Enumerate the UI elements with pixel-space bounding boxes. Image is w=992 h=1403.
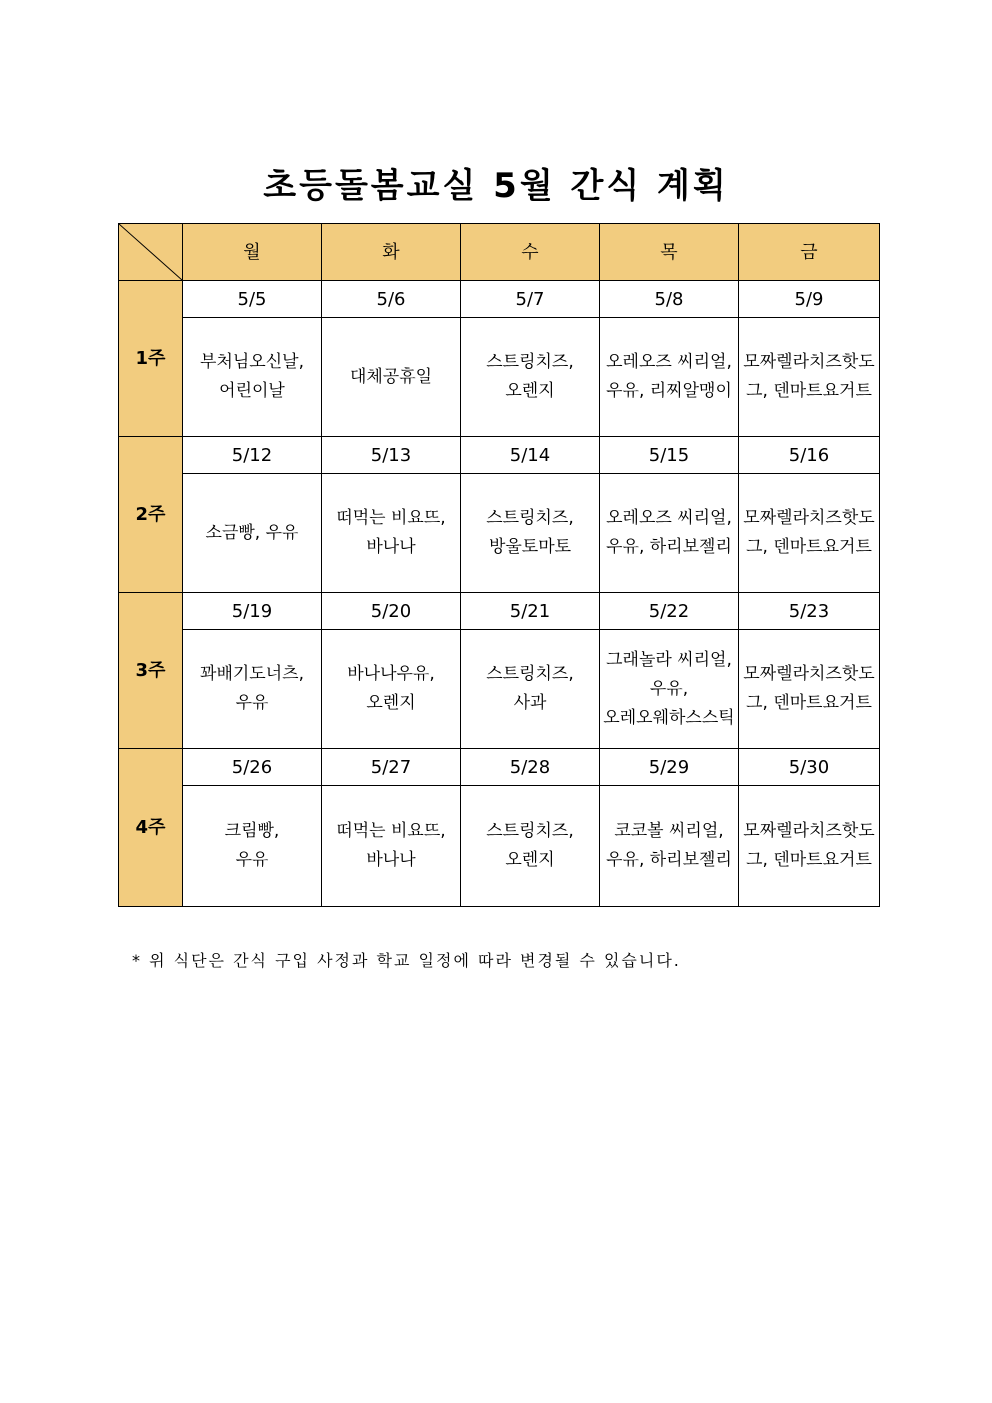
menu-cell (461, 630, 600, 749)
menu-cell (322, 318, 461, 437)
menu-cell (461, 318, 600, 437)
menu-line: 모짜렐라치즈핫도 (743, 664, 875, 684)
menu-row (119, 630, 880, 749)
date-cell: 5/26 (183, 749, 322, 786)
menu-row (119, 318, 880, 437)
menu-line: 크림빵, (224, 821, 280, 841)
menu-line: 그, 덴마트요거트 (746, 693, 872, 713)
menu-line: 우유, 리찌알맹이 (606, 381, 732, 401)
day-header-mon: 월 (183, 224, 322, 281)
menu-line: 오레오즈 씨리얼, (606, 508, 732, 528)
menu-line: 모짜렐라치즈핫도 (743, 508, 875, 528)
corner-cell (119, 224, 183, 281)
day-header-wed: 수 (461, 224, 600, 281)
date-cell: 5/22 (600, 593, 739, 630)
menu-line: 우유, 하리보젤리 (606, 850, 732, 870)
menu-line: 대체공휴일 (349, 366, 433, 387)
menu-cell (600, 786, 739, 907)
week-label: 1주 (119, 281, 183, 437)
menu-line: 바나나 (366, 537, 416, 557)
menu-line: 그, 덴마트요거트 (746, 381, 872, 401)
menu-line: 오렌지 (505, 381, 555, 401)
week-label: 2주 (119, 437, 183, 593)
menu-line: 사과 (513, 693, 547, 713)
menu-line: 그, 덴마트요거트 (746, 850, 872, 870)
menu-line: 꽈배기도너츠, (200, 664, 304, 684)
date-cell: 5/14 (461, 437, 600, 474)
date-cell: 5/28 (461, 749, 600, 786)
menu-cell (322, 474, 461, 593)
date-cell: 5/23 (739, 593, 880, 630)
date-cell: 5/30 (739, 749, 880, 786)
menu-cell (183, 474, 322, 593)
menu-line: 우유, (649, 678, 689, 699)
date-cell: 5/16 (739, 437, 880, 474)
menu-line: 그, 덴마트요거트 (746, 537, 872, 557)
date-cell: 5/9 (739, 281, 880, 318)
menu-line: 오레오웨하스스틱 (603, 707, 735, 728)
day-header-thu: 목 (600, 224, 739, 281)
date-cell: 5/27 (322, 749, 461, 786)
menu-line: 어린이날 (219, 381, 285, 401)
menu-line: 우유, 하리보젤리 (606, 537, 732, 557)
week-label: 4주 (119, 749, 183, 907)
menu-cell (739, 786, 880, 907)
menu-line: 코코볼 씨리얼, (614, 821, 724, 841)
menu-cell (183, 318, 322, 437)
date-cell: 5/21 (461, 593, 600, 630)
diagonal-line (119, 224, 182, 280)
menu-cell (600, 630, 739, 749)
menu-line: 스트링치즈, (486, 508, 574, 528)
date-row (119, 593, 880, 630)
day-header-fri: 금 (739, 224, 880, 281)
menu-cell (461, 786, 600, 907)
menu-line: 바나나우유, (347, 664, 435, 684)
menu-line: 오렌지 (366, 693, 416, 713)
menu-line: 바나나 (366, 850, 416, 870)
date-row (119, 281, 880, 318)
date-cell: 5/15 (600, 437, 739, 474)
menu-row (119, 474, 880, 593)
menu-line: 우유 (235, 693, 269, 713)
menu-cell (322, 786, 461, 907)
menu-row (119, 786, 880, 907)
menu-cell (739, 474, 880, 593)
menu-line: 방울토마토 (488, 537, 572, 557)
day-header-tue: 화 (322, 224, 461, 281)
menu-line: 스트링치즈, (486, 352, 574, 372)
menu-line: 스트링치즈, (486, 664, 574, 684)
page-title: 초등돌봄교실 5월 간식 계획 (263, 166, 729, 206)
menu-cell (461, 474, 600, 593)
date-cell: 5/5 (183, 281, 322, 318)
date-cell: 5/6 (322, 281, 461, 318)
date-row (119, 437, 880, 474)
date-cell: 5/8 (600, 281, 739, 318)
menu-cell (600, 474, 739, 593)
snack-plan-table (118, 223, 880, 907)
menu-line: 소금빵, 우유 (205, 522, 299, 543)
menu-line: 스트링치즈, (486, 821, 574, 841)
menu-line: 떠먹는 비요뜨, (336, 821, 446, 841)
menu-line: 오레오즈 씨리얼, (606, 352, 732, 372)
menu-line: 떠먹는 비요뜨, (336, 508, 446, 528)
menu-cell (183, 630, 322, 749)
menu-line: 모짜렐라치즈핫도 (743, 821, 875, 841)
date-cell: 5/29 (600, 749, 739, 786)
date-cell: 5/12 (183, 437, 322, 474)
menu-line: 그래놀라 씨리얼, (606, 649, 732, 670)
menu-line: 부처님오신날, (200, 352, 304, 372)
menu-line: 오렌지 (505, 850, 555, 870)
week-label: 3주 (119, 593, 183, 749)
date-cell: 5/19 (183, 593, 322, 630)
menu-cell (739, 318, 880, 437)
menu-cell (183, 786, 322, 907)
menu-cell (322, 630, 461, 749)
header-row (119, 224, 880, 281)
date-cell: 5/13 (322, 437, 461, 474)
menu-line: 우유 (235, 850, 269, 870)
menu-cell (600, 318, 739, 437)
date-cell: 5/7 (461, 281, 600, 318)
menu-line: 모짜렐라치즈핫도 (743, 352, 875, 372)
date-row (119, 749, 880, 786)
footnote: * 위 식단은 간식 구입 사정과 학교 일정에 따라 변경될 수 있습니다. (132, 951, 681, 970)
menu-cell (739, 630, 880, 749)
date-cell: 5/20 (322, 593, 461, 630)
